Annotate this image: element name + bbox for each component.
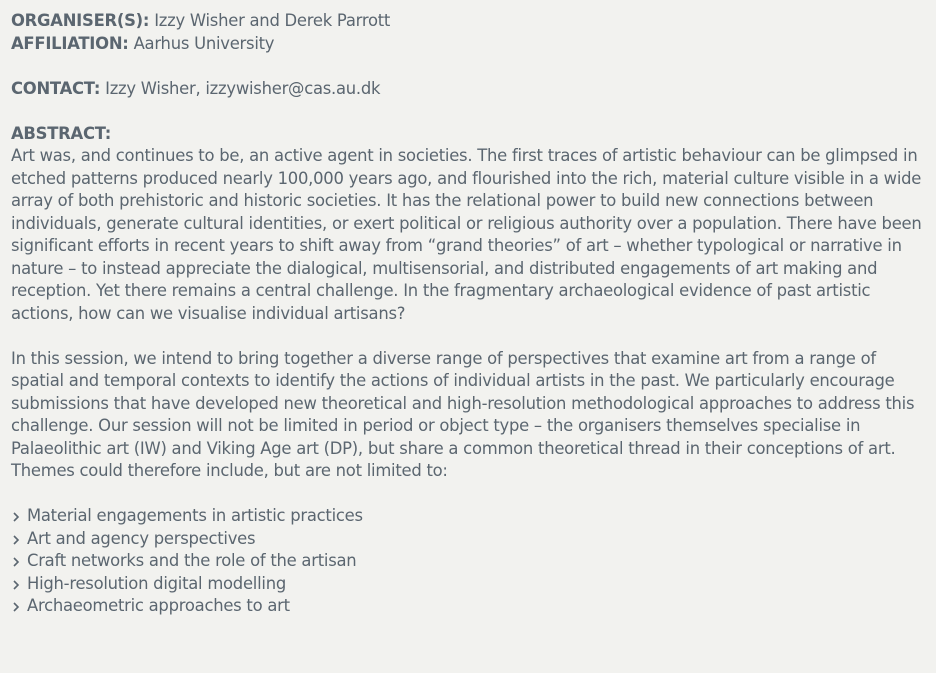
themes-list xyxy=(11,505,931,618)
abstract-paragraph-1: Art was, and continues to be, an active agent in societies. The first traces of artistic behaviour can be glimpsed in etched patterns produced nearly 100,000 years ago, and flourished into the rich, material culture visible in a wide array of both prehistoric and historic societies. It has the relational power to build new connections between individuals, generate cultural identities, or exert political or religious authority over a population. There have been significant efforts in recent years to shift away from “grand theories” of art – whether typological or narrative in nature – to instead appreciate the dialogical, multisensorial, and distributed engagements of art making and reception. Yet there remains a central challenge. In the fragmentary archaeological evidence of past artistic actions, how can we visualise individual artisans? xyxy=(11,146,922,323)
theme-item xyxy=(11,528,931,551)
theme-label: Craft networks and the role of the artisan xyxy=(27,551,357,570)
contact-line xyxy=(11,78,931,101)
chevron-right-icon xyxy=(11,580,21,590)
theme-item xyxy=(11,550,931,573)
organisers-value: Izzy Wisher and Derek Parrott xyxy=(154,11,391,30)
theme-label: High-resolution digital modelling xyxy=(27,573,287,593)
spacer xyxy=(11,483,931,506)
abstract-heading xyxy=(11,123,931,146)
organisers-label: ORGANISER(S): xyxy=(11,11,150,30)
spacer xyxy=(11,100,931,123)
spacer xyxy=(11,325,931,348)
chevron-right-icon xyxy=(11,602,21,612)
session-details xyxy=(11,10,931,618)
theme-label: Art and agency perspectives xyxy=(27,528,256,548)
chevron-right-icon xyxy=(11,557,21,567)
spacer xyxy=(11,55,931,78)
theme-item xyxy=(11,595,931,618)
affiliation-value: Aarhus University xyxy=(133,33,275,53)
abstract-paragraph-2: In this session, we intend to bring together a diverse range of perspectives that examine art from a range of spatial and temporal contexts to identify the actions of individual artists in the past. We particularly encourage submissions that have developed new theoretical and high-resolution methodological approaches to address this challenge. Our session will not be limited in period or object type – the organisers themselves specialise in Palaeolithic art (IW) and Viking Age art (DP), but share a common theoretical thread in their conceptions of art. xyxy=(11,348,915,458)
theme-label: Archaeometric approaches to art xyxy=(27,596,290,615)
theme-label: Material engagements in artistic practices xyxy=(27,506,363,525)
contact-value: Izzy Wisher, izzywisher@cas.au.dk xyxy=(105,78,381,98)
affiliation-label: AFFILIATION: xyxy=(11,33,129,53)
theme-item xyxy=(11,573,931,596)
chevron-right-icon xyxy=(11,512,21,522)
abstract-label: ABSTRACT: xyxy=(11,123,112,143)
organisers-line xyxy=(11,10,931,33)
theme-item xyxy=(11,505,931,528)
themes-intro: Themes could therefore include, but are not limited to: xyxy=(11,461,448,480)
chevron-right-icon xyxy=(11,535,21,545)
contact-label: CONTACT: xyxy=(11,78,101,98)
affiliation-line xyxy=(11,33,931,56)
